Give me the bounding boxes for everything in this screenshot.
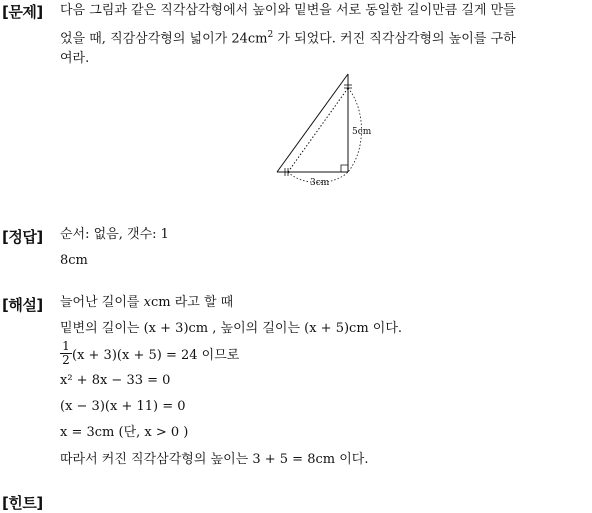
right-angle-mark	[341, 165, 348, 172]
fraction-denominator: 2	[62, 353, 70, 367]
solution-label: [해설]	[2, 296, 43, 314]
answer-label: [정답]	[2, 228, 43, 246]
solution-line-1	[60, 294, 233, 312]
solution-line-4: x² + 8x − 33 = 0	[60, 373, 171, 388]
problem-line-2-sup: 2	[267, 30, 274, 40]
answer-value: 8cm	[60, 253, 88, 268]
small-hypotenuse	[288, 88, 348, 172]
problem-line-1: 다음 그림과 같은 직각삼각형에서 높이와 밑변을 서로 동일한 길이만큼 길게 만들	[60, 3, 516, 18]
problem-line-3: 여라.	[60, 51, 90, 66]
hint-label: [힌트]	[2, 494, 43, 512]
solution-line-7: 따라서 커진 직각삼각형의 높이는 3 + 5 = 8cm 이다.	[60, 452, 369, 467]
solution-line-3: (x + 3)(x + 5) = 24 이므로	[72, 348, 240, 363]
problem-label: [문제]	[2, 3, 43, 21]
big-hypotenuse	[277, 74, 348, 172]
problem-line-2-b: 가 되었다. 커진 직각삼각형의 높이를 구하	[273, 31, 516, 47]
triangle-figure	[270, 68, 380, 192]
solution-line-2: 밑변의 길이는 (x + 3)cm , 높이의 길이는 (x + 5)cm 이다.	[60, 321, 403, 336]
problem-line-2	[60, 26, 516, 48]
height-label: 5cm	[352, 127, 372, 137]
fraction-numerator: 1	[60, 340, 72, 354]
solution-line-1-b: cm 라고 할 때	[150, 295, 234, 310]
base-label: 3cm	[310, 178, 330, 188]
problem-line-2-a: 었을 때, 직감삼각형의 넓이가 24cm	[60, 31, 268, 47]
solution-line-6: x = 3cm (단, x > 0 )	[60, 425, 189, 440]
solution-line-1-var: x	[143, 295, 151, 310]
solution-fraction	[60, 340, 72, 367]
answer-order-line: 순서: 없음, 갯수: 1	[60, 227, 169, 242]
solution-line-5: (x − 3)(x + 11) = 0	[60, 399, 186, 414]
solution-line-1-a: 늘어난 길이를	[60, 295, 144, 310]
